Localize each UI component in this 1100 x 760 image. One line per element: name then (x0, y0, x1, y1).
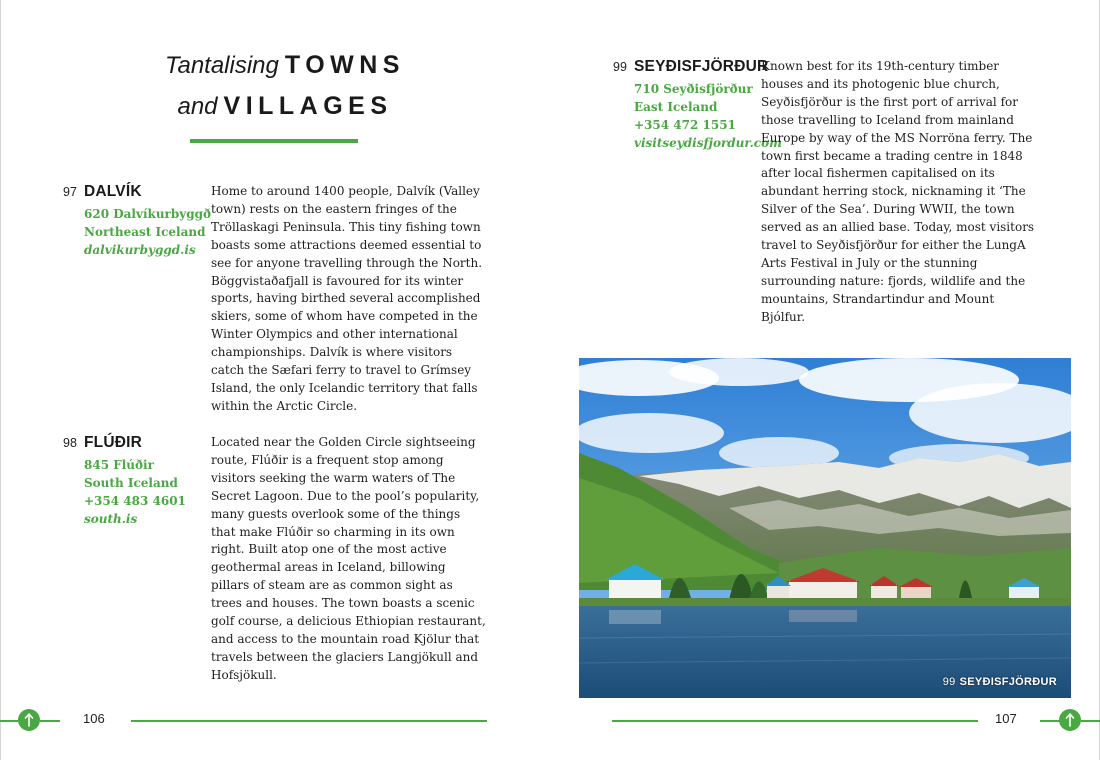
page-number-right: 107 (995, 711, 1017, 726)
caption-name: SEYÐISFJÖRÐUR (959, 676, 1057, 688)
entry-meta (84, 456, 186, 528)
footer-rule-left-edge (0, 720, 18, 722)
entry-meta (634, 80, 782, 152)
entry-region: East Iceland (634, 100, 718, 114)
arrow-up-icon (1065, 713, 1075, 727)
footer-rule-left-short (40, 720, 60, 722)
entry-phone[interactable]: +354 483 4601 (84, 494, 186, 508)
title-line-2 (130, 87, 440, 128)
back-to-top-button-left[interactable] (18, 709, 40, 731)
photo-caption (943, 676, 1057, 688)
entry-description: Home to around 1400 people, Dalvík (Valley town) rests on the eastern fringes of the Tröllaskagi Peninsula. This tiny fishing town boasts some attractions deemed essential to see for anyone travelling through the North. Böggvistaðafjall is favoured for its winter sports, having birthed several accomplished skiers, some of whom have competed in the Winter Olympics and other international championships. Dalvík is where visitors catch the Sæfari ferry to travel to Grímsey Island, the only Icelandic territory that falls within the Arctic Circle. (211, 184, 483, 413)
page-number-left: 106 (83, 711, 105, 726)
seydisfjordur-photo (579, 358, 1071, 698)
entry-website-link[interactable]: visitseydisfjordur.com (634, 136, 782, 150)
entry-name: SEYÐISFJÖRÐUR (634, 58, 769, 75)
entry-address: 620 Dalvíkurbyggð (84, 207, 212, 221)
title-script-2: and (177, 93, 218, 120)
arrow-up-icon (24, 713, 34, 727)
entry-meta (84, 205, 211, 259)
entry-description: Located near the Golden Circle sightseeing route, Flúðir is a frequent stop among visitors seeking the warm waters of The Secret Lagoon. Due to the pool’s popularity, many guests overlook some of the things that make Flúðir so charming in its own right. Built atop one of the most active geothermal areas in Iceland, billowing pillars of steam are as common sight as trees and houses. The town boasts a scenic golf course, a delicious Ethiopian restaurant, and access to the mountain road Kjölur that travels between the glaciers Langjökull and Hofsjökull. (211, 435, 486, 682)
section-title (130, 46, 440, 128)
title-caps-2: VILLAGES (223, 92, 393, 120)
footer-rule-right (612, 720, 978, 722)
entry-region: South Iceland (84, 476, 178, 490)
footer-rule-right-edge (1081, 720, 1100, 722)
title-line-1 (130, 46, 440, 87)
entry-description: Known best for its 19th-century timber houses and its photogenic blue church, Seyðisfjörður is the first port of arrival for those travelling to Iceland from mainland Europe by way of the MS Norröna ferry. The town first became a trading centre in 1848 after local fishermen capitalised on its abundant herring stock, nicknaming it ‘The Silver of the Sea’. During WWII, the town served as an allied base. Today, most visitors travel to Seyðisfjörður for either the LungA Arts Festival in July or the stunning surrounding nature: fjords, wildlife and the mountains, Strandartindur and Mount Bjólfur. (761, 59, 1035, 324)
entry-number: 97 (63, 185, 77, 199)
entry-region: Northeast Iceland (84, 225, 206, 239)
entry-number: 99 (613, 60, 627, 74)
entry-website-link[interactable]: south.is (84, 512, 138, 526)
entry-website-link[interactable]: dalvikurbyggd.is (84, 243, 196, 257)
title-caps-1: TOWNS (284, 51, 405, 79)
entry-number: 98 (63, 436, 77, 450)
page-edge-left (0, 0, 1, 760)
entry-dalvik (63, 183, 488, 413)
entry-seydisfjordur (613, 58, 1043, 324)
footer-rule-right-short (1040, 720, 1060, 722)
entry-name: FLÚÐIR (84, 434, 143, 451)
footer-rule-left (131, 720, 487, 722)
landscape-illustration (579, 358, 1071, 698)
entry-name: DALVÍK (84, 183, 142, 200)
title-rule (190, 139, 358, 143)
entry-fludir (63, 434, 488, 682)
entry-address: 845 Flúðir (84, 458, 154, 472)
caption-number: 99 (942, 676, 956, 688)
entry-phone[interactable]: +354 472 1551 (634, 118, 736, 132)
entry-address: 710 Seyðisfjörður (634, 82, 753, 96)
back-to-top-button-right[interactable] (1059, 709, 1081, 731)
title-script-1: Tantalising (165, 52, 279, 79)
